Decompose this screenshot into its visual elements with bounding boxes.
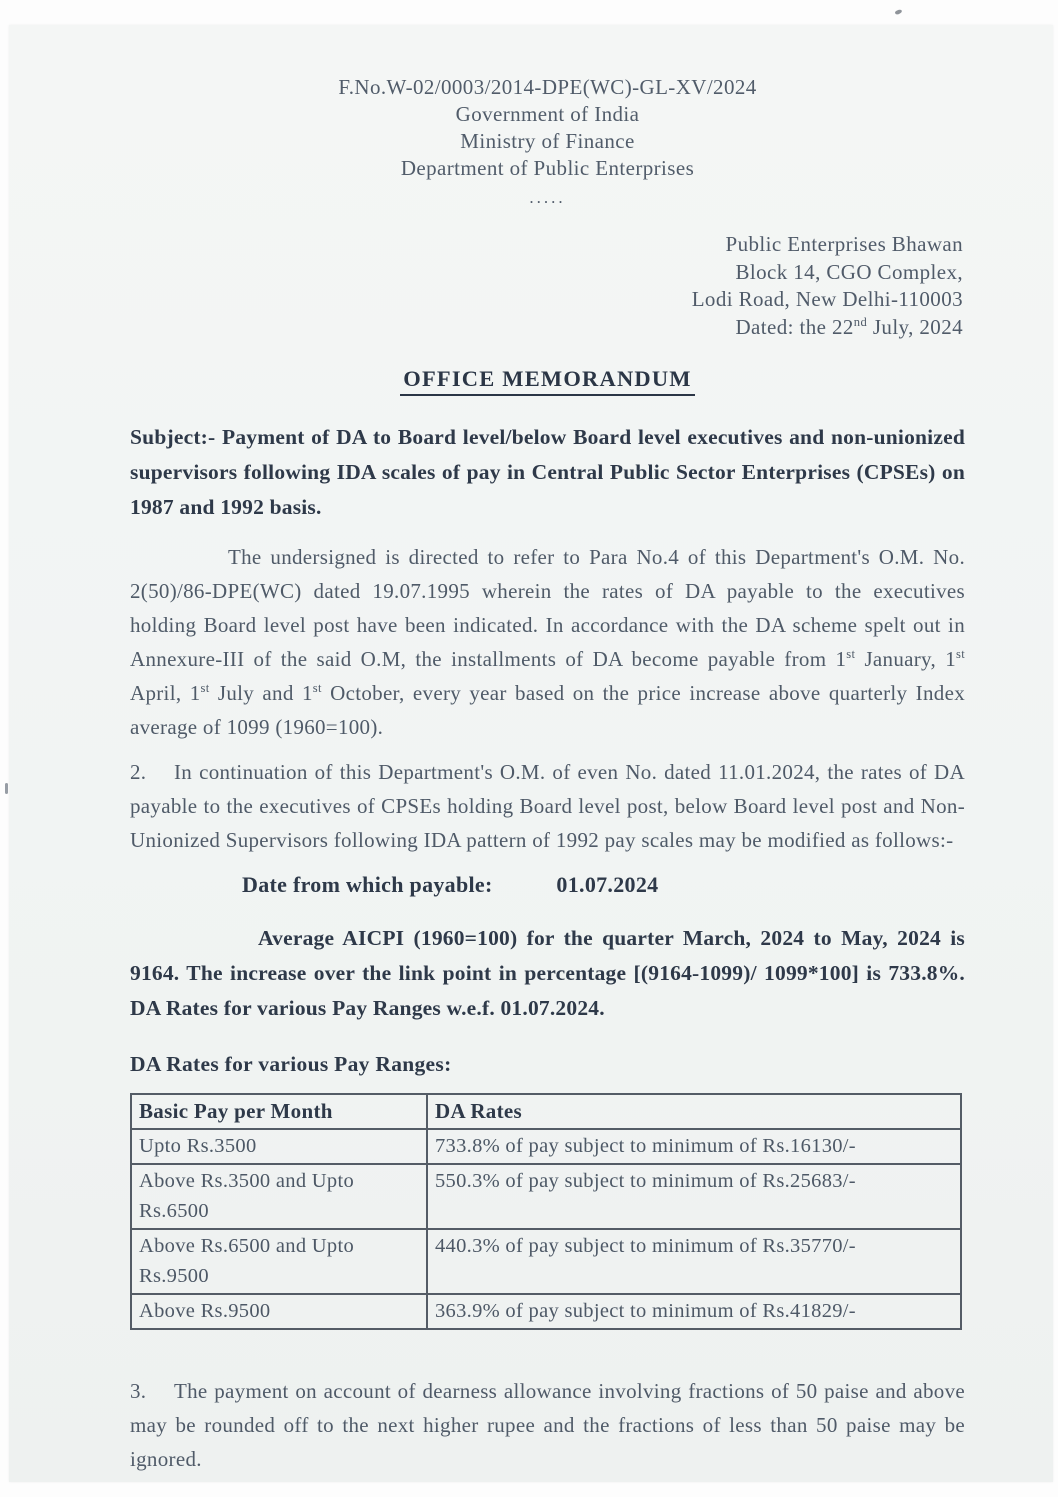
table-row — [131, 1229, 961, 1294]
paragraph-3-text: The payment on account of dearness allowance involving fractions of 50 paise and above may be rounded off to the next higher rupee and the fractions of less than 50 paise may be ignored. — [130, 1379, 965, 1471]
cell-da-rate: 440.3% of pay subject to minimum of Rs.35770/- — [427, 1229, 961, 1294]
paragraph-3-number: 3. — [130, 1379, 147, 1403]
table-row — [131, 1294, 961, 1329]
paragraph-2-number: 2. — [130, 760, 147, 784]
memo-title: OFFICE MEMORANDUM — [400, 366, 695, 396]
org-line-ministry: Ministry of Finance — [460, 129, 635, 153]
cell-da-rate: 733.8% of pay subject to minimum of Rs.16130/- — [427, 1129, 961, 1164]
cell-basic-pay: Upto Rs.3500 — [131, 1129, 427, 1164]
cell-da-rate: 550.3% of pay subject to minimum of Rs.25683/- — [427, 1164, 961, 1229]
cell-basic-pay: Above Rs.3500 and Upto Rs.6500 — [131, 1164, 427, 1229]
payable-label: Date from which payable: — [242, 872, 493, 897]
aicpi-paragraph: Average AICPI (1960=100) for the quarter March, 2024 to May, 2024 is 9164. The increase over the link point in percentage [(9164-1099)/ 1099*100] is 733.8%. DA Rates for various Pay Ranges w.e.f. 01.07.2024. — [130, 926, 965, 1020]
da-rates-table — [130, 1093, 962, 1330]
table-header-da-rates: DA Rates — [427, 1094, 961, 1129]
address-line-city: Lodi Road, New Delhi-110003 — [691, 287, 963, 311]
separator-dots: ..... — [529, 188, 566, 207]
table-row — [131, 1164, 961, 1229]
cell-da-rate: 363.9% of pay subject to minimum of Rs.41829/- — [427, 1294, 961, 1329]
memo-title-row — [130, 366, 965, 396]
da-rates-table-heading: DA Rates for various Pay Ranges: — [130, 1052, 452, 1076]
org-line-government: Government of India — [455, 102, 640, 126]
letterhead — [130, 74, 965, 182]
cell-basic-pay: Above Rs.9500 — [131, 1294, 427, 1329]
table-header-basic-pay: Basic Pay per Month — [131, 1094, 427, 1129]
address-block — [130, 231, 965, 341]
memo-content — [130, 0, 965, 1476]
file-number: F.No.W-02/0003/2014-DPE(WC)-GL-XV/2024 — [338, 75, 757, 99]
subject-paragraph: Subject:- Payment of DA to Board level/below Board level executives and non-unionized supervisors following IDA scales of pay in Central Public Sector Enterprises (CPSEs) on 1987 and 1992 basis. — [130, 425, 965, 519]
paragraph-2-text: In continuation of this Department's O.M. of even No. dated 11.01.2024, the rates of DA payable to the executives of CPSEs holding Board level post, below Board level post and Non-Unionized Supervisors following IDA pattern of 1992 pay scales may be modified as follows:- — [130, 760, 965, 852]
org-line-department: Department of Public Enterprises — [400, 156, 695, 180]
payable-line — [130, 872, 965, 898]
payable-date-value: 01.07.2024 — [556, 872, 659, 897]
table-header-row — [131, 1094, 961, 1129]
date-line: Dated: the 22nd July, 2024 — [735, 314, 963, 339]
paragraph-1: The undersigned is directed to refer to Para No.4 of this Department's O.M. No. 2(50)/86-DPE(WC) dated 19.07.1995 wherein the rates of DA payable to the executives holding Board level post have been indicated. In accordance with the DA scheme spelt out in Annexure-III of the said O.M, the installments of DA become payable from 1st January, 1st April, 1st July and 1st October, every year based on the price increase above quarterly Index average of 1099 (1960=100). — [130, 545, 966, 739]
address-line-building: Public Enterprises Bhawan — [725, 232, 963, 256]
paragraph-3 — [130, 1374, 965, 1476]
table-row — [131, 1129, 961, 1164]
address-line-block: Block 14, CGO Complex, — [735, 259, 963, 284]
paragraph-2 — [130, 755, 965, 857]
cell-basic-pay: Above Rs.6500 and Upto Rs.9500 — [131, 1229, 427, 1294]
